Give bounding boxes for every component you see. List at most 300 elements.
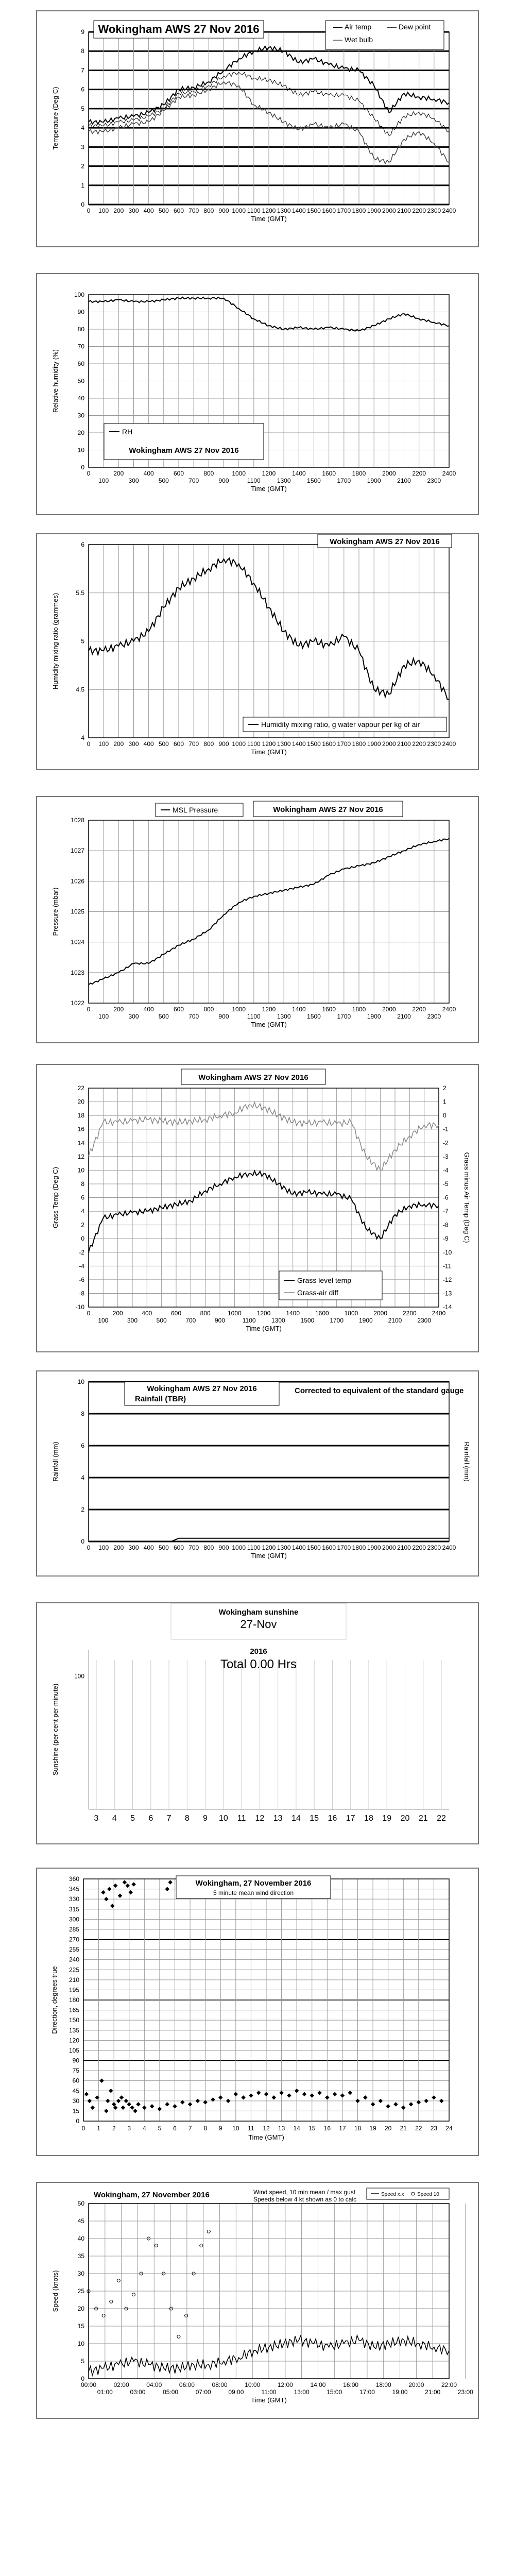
direction-point — [218, 2095, 222, 2099]
y-tick-label: 60 — [77, 360, 84, 367]
x-tick-label: 1700 — [337, 1013, 351, 1020]
x-tick-label: 17:00 — [359, 2388, 375, 2396]
mixing-ratio-chart-panel — [36, 533, 479, 770]
legend-entry: Grass level temp — [297, 1276, 352, 1284]
y-right-tick-label: 2 — [443, 1084, 447, 1092]
y-tick-label: 345 — [68, 1885, 79, 1893]
legend-entry: Humidity mixing ratio, g water vapour per kg of air — [261, 720, 420, 728]
y-tick-label: 25 — [77, 2287, 84, 2295]
x-tick-label: 1500 — [307, 207, 321, 214]
x-tick-label: 1100 — [242, 1317, 256, 1324]
x-tick-label: 2300 — [427, 477, 441, 484]
x-tick-label: 0 — [87, 1310, 91, 1317]
x-tick-label: 200 — [113, 470, 124, 477]
x-tick-label: 4 — [142, 2125, 146, 2132]
y-tick-label: 6 — [81, 541, 84, 548]
direction-point — [130, 2106, 134, 2110]
direction-point — [393, 2102, 398, 2106]
direction-point — [106, 2099, 110, 2103]
x-tick-label: 300 — [128, 1544, 139, 1551]
x-tick-label: 1100 — [247, 1544, 261, 1551]
x-tick-label: 2100 — [397, 207, 411, 214]
direction-point — [249, 2093, 253, 2097]
y-right-tick-label: -3 — [443, 1153, 449, 1160]
y-tick-label: 10 — [77, 2340, 84, 2347]
chart-title: Wokingham AWS 27 Nov 2016 — [98, 23, 260, 36]
x-tick-label: 10:00 — [245, 2381, 261, 2388]
y-tick-label: 1028 — [71, 817, 84, 824]
y-tick-label: -2 — [79, 1248, 84, 1256]
y-tick-label: 5 — [81, 637, 84, 645]
x-tick-label: 10 — [218, 1814, 228, 1823]
x-tick-label: 02:00 — [113, 2381, 129, 2388]
x-tick-label: 14 — [291, 1814, 301, 1823]
x-tick-label: 05:00 — [163, 2388, 179, 2396]
y-tick-label: 105 — [68, 2046, 79, 2054]
gust-point — [177, 2335, 180, 2338]
sunshine-chart — [37, 1603, 478, 1843]
x-tick-label: 2400 — [442, 740, 456, 748]
chart-title: Wokingham AWS 27 Nov 2016 — [273, 805, 383, 814]
temperature-chart-panel — [36, 10, 479, 247]
x-tick-label: 8 — [184, 1814, 190, 1823]
x-tick-label: 1600 — [322, 1006, 336, 1013]
x-tick-label: 500 — [158, 207, 169, 214]
y-tick-label: 100 — [74, 291, 84, 298]
y-tick-label: 70 — [77, 343, 84, 350]
direction-point — [432, 2095, 436, 2099]
y-tick-label: 75 — [72, 2067, 79, 2075]
x-tick-label: 1400 — [286, 1310, 300, 1317]
y-right-tick-label: 0 — [443, 1112, 447, 1120]
y-tick-label: 80 — [77, 326, 84, 333]
chart-date: 27-Nov — [240, 1618, 277, 1631]
x-tick-label: 12:00 — [277, 2381, 293, 2388]
y-axis-label: Grass Temp (Deg C) — [52, 1167, 59, 1228]
y-tick-label: 20 — [77, 2305, 84, 2312]
x-axis-label: Time (GMT) — [251, 2396, 287, 2404]
direction-point — [124, 2099, 128, 2103]
x-tick-label: 18:00 — [375, 2381, 391, 2388]
y-tick-label: 16 — [77, 1125, 84, 1133]
x-tick-label: 1000 — [232, 207, 246, 214]
x-tick-label: 7 — [166, 1814, 171, 1823]
gust-point — [102, 2314, 105, 2317]
x-tick-label: 6 — [173, 2125, 177, 2132]
x-tick-label: 21 — [418, 1814, 428, 1823]
y-tick-label: 100 — [74, 1672, 84, 1680]
y-tick-label: 45 — [77, 2217, 84, 2225]
gust-point — [185, 2314, 188, 2317]
direction-point — [333, 2092, 337, 2096]
x-tick-label: 600 — [170, 1310, 182, 1317]
x-tick-label: 2400 — [442, 1006, 456, 1013]
x-tick-label: 4 — [112, 1814, 117, 1823]
legend-entry: RH — [122, 428, 133, 436]
x-tick-label: 2100 — [397, 477, 411, 484]
y-tick-label: 270 — [68, 1936, 79, 1943]
x-tick-label: 00:00 — [80, 2381, 97, 2388]
x-tick-label: 300 — [127, 1317, 138, 1324]
x-tick-label: 1400 — [291, 1006, 306, 1013]
direction-point — [116, 2099, 121, 2103]
x-tick-label: 22 — [415, 2125, 422, 2132]
x-tick-label: 2400 — [442, 207, 456, 214]
y-tick-label: 30 — [77, 2270, 84, 2277]
direction-point — [439, 2099, 443, 2103]
x-tick-label: 1000 — [232, 470, 246, 477]
x-tick-label: 17 — [339, 2125, 346, 2132]
x-tick-label: 3 — [127, 2125, 131, 2132]
x-tick-label: 1900 — [367, 740, 381, 748]
x-tick-label: 600 — [173, 1544, 184, 1551]
x-tick-label: 100 — [98, 1317, 109, 1324]
direction-point — [165, 2102, 169, 2106]
y-tick-label: 5 — [81, 2358, 84, 2365]
x-tick-label: 19 — [382, 1814, 392, 1823]
x-tick-label: 20:00 — [408, 2381, 424, 2388]
direction-point — [131, 1882, 135, 1886]
direction-point — [158, 2107, 162, 2111]
wind-direction-chart-panel — [36, 1868, 479, 2156]
x-tick-label: 2300 — [427, 1544, 441, 1551]
x-tick-label: 2300 — [427, 1013, 441, 1020]
direction-point — [173, 2104, 177, 2108]
x-tick-label: 1200 — [262, 740, 276, 748]
y-tick-label: 1024 — [71, 938, 84, 946]
x-tick-label: 1600 — [315, 1310, 329, 1317]
x-tick-label: 2400 — [442, 1544, 456, 1551]
legend-entry: Speed 10 — [417, 2192, 439, 2197]
x-tick-label: 11 — [237, 1814, 246, 1823]
x-tick-label: 2100 — [397, 740, 411, 748]
y-axis-label: Speed (knots) — [52, 2270, 59, 2312]
direction-point — [424, 2099, 428, 2103]
x-tick-label: 12 — [263, 2125, 270, 2132]
x-tick-label: 1100 — [247, 740, 261, 748]
x-tick-label: 8 — [203, 2125, 208, 2132]
x-tick-label: 2100 — [397, 1013, 411, 1020]
x-tick-label: 800 — [203, 1544, 214, 1551]
y-tick-label: 135 — [68, 2026, 79, 2034]
x-tick-label: 01:00 — [97, 2388, 113, 2396]
direction-point — [256, 2091, 261, 2095]
chart-title: Wokingham AWS 27 Nov 2016 — [198, 1073, 308, 1082]
direction-point — [168, 1880, 172, 1884]
x-tick-label: 700 — [185, 1317, 196, 1324]
x-tick-label: 1400 — [291, 470, 306, 477]
x-tick-label: 500 — [158, 1544, 169, 1551]
gust-point — [154, 2244, 158, 2247]
x-tick-label: 800 — [203, 207, 214, 214]
direction-point — [150, 2104, 154, 2108]
y-tick-label: 1022 — [71, 999, 84, 1007]
direction-point — [348, 2091, 352, 2095]
x-tick-label: 1800 — [352, 740, 366, 748]
y-tick-label: 165 — [68, 2006, 79, 2014]
x-tick-label: 700 — [188, 1013, 199, 1020]
y-tick-label: 195 — [68, 1986, 79, 1994]
y-tick-label: 225 — [68, 1966, 79, 1974]
gust-point — [110, 2300, 113, 2303]
x-tick-label: 12 — [255, 1814, 265, 1823]
x-tick-label: 21 — [400, 2125, 407, 2132]
x-tick-label: 2300 — [427, 207, 441, 214]
y-right-tick-label: -14 — [443, 1303, 452, 1311]
y-tick-label: 285 — [68, 1925, 79, 1933]
x-tick-label: 1900 — [367, 1013, 381, 1020]
x-tick-label: 1300 — [277, 1013, 291, 1020]
y-tick-label: 1023 — [71, 969, 84, 976]
x-tick-label: 700 — [188, 207, 199, 214]
y-tick-label: 315 — [68, 1905, 79, 1913]
gust-point — [207, 2230, 210, 2233]
x-tick-label: 1400 — [291, 207, 306, 214]
chart-title: Wokingham AWS 27 Nov 2016 — [147, 1384, 257, 1393]
x-tick-label: 1800 — [352, 470, 366, 477]
x-tick-label: 5 — [130, 1814, 135, 1823]
x-tick-label: 400 — [143, 740, 154, 748]
direction-point — [279, 2091, 283, 2095]
x-tick-label: 14:00 — [310, 2381, 326, 2388]
grass-temp-chart — [37, 1065, 478, 1351]
y-tick-label: 2 — [81, 1221, 84, 1229]
y-tick-label: 14 — [77, 1139, 84, 1147]
x-tick-label: 600 — [173, 470, 184, 477]
legend-entry: Speed x.x — [381, 2192, 404, 2197]
y-right-tick-label: 1 — [443, 1098, 447, 1106]
x-tick-label: 14 — [293, 2125, 300, 2132]
x-tick-label: 3 — [94, 1814, 99, 1823]
x-tick-label: 2000 — [382, 740, 396, 748]
y-tick-label: 3 — [81, 143, 84, 151]
direction-point — [165, 1887, 169, 1891]
x-tick-label: 200 — [112, 1310, 123, 1317]
y-tick-label: -10 — [75, 1303, 84, 1311]
y-tick-label: 240 — [68, 1956, 79, 1963]
x-tick-label: 100 — [98, 1544, 109, 1551]
y-tick-label: 22 — [77, 1084, 84, 1092]
x-tick-label: 200 — [113, 1544, 124, 1551]
y-tick-label: 90 — [77, 308, 84, 316]
y-tick-label: 6 — [81, 1194, 84, 1201]
legend-entry: Grass-air diff — [297, 1289, 338, 1297]
direction-point — [386, 2104, 390, 2108]
y-tick-label: 6 — [81, 1442, 84, 1449]
direction-point — [355, 2099, 359, 2103]
direction-point — [241, 2095, 245, 2099]
x-tick-label: 13:00 — [294, 2388, 310, 2396]
x-tick-label: 1100 — [247, 207, 261, 214]
x-tick-label: 19 — [369, 2125, 376, 2132]
y-tick-label: 0 — [81, 1538, 84, 1545]
x-tick-label: 100 — [98, 477, 109, 484]
y-tick-label: 180 — [68, 1996, 79, 2004]
direction-point — [84, 2092, 89, 2096]
x-tick-label: 9 — [203, 1814, 208, 1823]
legend-entry: MSL Pressure — [173, 806, 218, 814]
x-tick-label: 2000 — [373, 1310, 388, 1317]
x-tick-label: 800 — [203, 470, 214, 477]
x-tick-label: 22 — [437, 1814, 446, 1823]
x-tick-label: 20 — [400, 1814, 410, 1823]
x-tick-label: 400 — [143, 207, 154, 214]
direction-point — [91, 2106, 95, 2110]
direction-point — [142, 2106, 146, 2110]
y-tick-label: 300 — [68, 1916, 79, 1923]
legend-entry: Wet bulb — [345, 36, 373, 44]
x-tick-label: 1900 — [367, 207, 381, 214]
x-tick-label: 0 — [87, 207, 91, 214]
x-tick-label: 15:00 — [327, 2388, 342, 2396]
x-tick-label: 200 — [113, 1006, 124, 1013]
y-tick-label: 90 — [72, 2057, 79, 2064]
direction-point — [88, 2099, 92, 2103]
y-right-axis-label: Grass minus Air Temp (Deg C) — [463, 1152, 471, 1243]
x-tick-label: 1600 — [322, 207, 336, 214]
x-tick-label: 03:00 — [130, 2388, 146, 2396]
direction-point — [409, 2102, 413, 2106]
x-tick-label: 1700 — [337, 477, 351, 484]
y-tick-label: 4 — [81, 124, 84, 132]
y-tick-label: 60 — [72, 2077, 79, 2084]
x-tick-label: 1600 — [322, 740, 336, 748]
gust-point — [132, 2293, 135, 2296]
mixing-ratio-chart — [37, 534, 478, 769]
y-tick-label: 1025 — [71, 908, 84, 916]
y-tick-label: -4 — [79, 1262, 84, 1270]
gust-point — [117, 2279, 120, 2282]
direction-point — [99, 2078, 104, 2082]
chart-title: Wokingham, 27 November 2016 — [195, 1879, 312, 1888]
y-tick-label: 0 — [81, 201, 84, 208]
x-tick-label: 1500 — [307, 477, 321, 484]
x-tick-label: 1500 — [307, 1013, 321, 1020]
y-axis-label: Temperature (Deg C) — [52, 87, 59, 150]
y-right-tick-label: -7 — [443, 1208, 449, 1215]
y-right-tick-label: -10 — [443, 1248, 452, 1256]
x-tick-label: 200 — [113, 740, 124, 748]
x-tick-label: 2300 — [417, 1317, 432, 1324]
x-tick-label: 100 — [98, 740, 109, 748]
y-tick-label: 50 — [77, 377, 84, 385]
x-tick-label: 900 — [218, 477, 229, 484]
x-tick-label: 400 — [143, 470, 154, 477]
humidity-chart — [37, 274, 478, 514]
y-right-tick-label: -1 — [443, 1125, 449, 1133]
y-tick-label: 0 — [81, 464, 84, 471]
x-tick-label: 700 — [188, 477, 199, 484]
x-axis-label: Time (GMT) — [251, 485, 287, 493]
x-axis-label: Time (GMT) — [248, 2133, 284, 2141]
x-tick-label: 1100 — [247, 477, 261, 484]
x-tick-label: 1400 — [291, 740, 306, 748]
x-tick-label: 15 — [310, 1814, 319, 1823]
y-tick-label: 150 — [68, 2016, 79, 2024]
y-tick-label: 30 — [77, 412, 84, 419]
x-tick-label: 7 — [188, 2125, 192, 2132]
x-tick-label: 1500 — [307, 1544, 321, 1551]
x-tick-label: 5 — [158, 2125, 162, 2132]
x-tick-label: 600 — [173, 207, 184, 214]
chart-title: Wokingham sunshine — [218, 1608, 299, 1617]
rainfall-chart — [37, 1371, 478, 1575]
pressure-chart — [37, 797, 478, 1042]
y-tick-label: 10 — [77, 1378, 84, 1385]
x-tick-label: 2 — [112, 2125, 116, 2132]
x-tick-label: 2100 — [397, 1544, 411, 1551]
x-tick-label: 800 — [203, 1006, 214, 1013]
x-tick-label: 1300 — [271, 1317, 285, 1324]
x-tick-label: 06:00 — [179, 2381, 195, 2388]
x-tick-label: 1800 — [352, 1544, 366, 1551]
x-tick-label: 0 — [87, 1544, 91, 1551]
x-tick-label: 1800 — [352, 1006, 366, 1013]
y-tick-label: 330 — [68, 1895, 79, 1903]
y-tick-label: 8 — [81, 1180, 84, 1188]
rainfall-chart-panel — [36, 1370, 479, 1577]
x-tick-label: 500 — [156, 1317, 167, 1324]
y-tick-label: -6 — [79, 1276, 84, 1283]
y-tick-label: 35 — [77, 2252, 84, 2260]
direction-point — [379, 2099, 383, 2103]
x-tick-label: 1900 — [367, 477, 381, 484]
x-tick-label: 2000 — [382, 207, 396, 214]
direction-point — [123, 1880, 127, 1884]
x-tick-label: 900 — [218, 1013, 229, 1020]
y-tick-label: 1027 — [71, 847, 84, 855]
x-tick-label: 500 — [158, 1013, 169, 1020]
y-tick-label: 18 — [77, 1112, 84, 1120]
y-tick-label: 2 — [81, 162, 84, 170]
y-tick-label: 5 — [81, 105, 84, 112]
x-tick-label: 6 — [148, 1814, 153, 1823]
y-right-tick-label: -5 — [443, 1180, 449, 1188]
x-tick-label: 1700 — [337, 740, 351, 748]
x-tick-label: 20 — [384, 2125, 392, 2132]
pressure-chart-panel — [36, 796, 479, 1043]
x-tick-label: 19:00 — [392, 2388, 408, 2396]
x-tick-label: 0 — [87, 1006, 91, 1013]
chart-title: Wokingham, 27 November 2016 — [94, 2191, 210, 2199]
y-tick-label: 8 — [81, 47, 84, 55]
x-tick-label: 13 — [273, 1814, 283, 1823]
y-tick-label: 40 — [77, 395, 84, 402]
direction-point — [121, 2106, 125, 2110]
y-tick-label: 5.5 — [76, 589, 84, 597]
chart-total: Total 0.00 Hrs — [220, 1657, 297, 1671]
x-tick-label: 04:00 — [146, 2381, 162, 2388]
x-tick-label: 1000 — [232, 1544, 246, 1551]
direction-point — [107, 1887, 111, 1891]
x-tick-label: 2000 — [382, 470, 396, 477]
direction-point — [272, 2095, 276, 2099]
x-tick-label: 200 — [113, 207, 124, 214]
direction-point — [188, 2102, 192, 2106]
y-tick-label: 255 — [68, 1946, 79, 1954]
x-tick-label: 400 — [143, 1544, 154, 1551]
x-tick-label: 11 — [248, 2125, 254, 2132]
x-tick-label: 1 — [97, 2125, 100, 2132]
wind-speed-chart — [37, 2183, 478, 2418]
x-tick-label: 2200 — [412, 470, 426, 477]
gust-point — [200, 2244, 203, 2247]
x-tick-label: 1600 — [322, 470, 336, 477]
grass-temp-chart-panel — [36, 1064, 479, 1352]
y-axis-label: Pressure (mbar) — [52, 887, 59, 936]
x-tick-label: 900 — [218, 1544, 229, 1551]
y-tick-label: 0 — [76, 2117, 79, 2125]
